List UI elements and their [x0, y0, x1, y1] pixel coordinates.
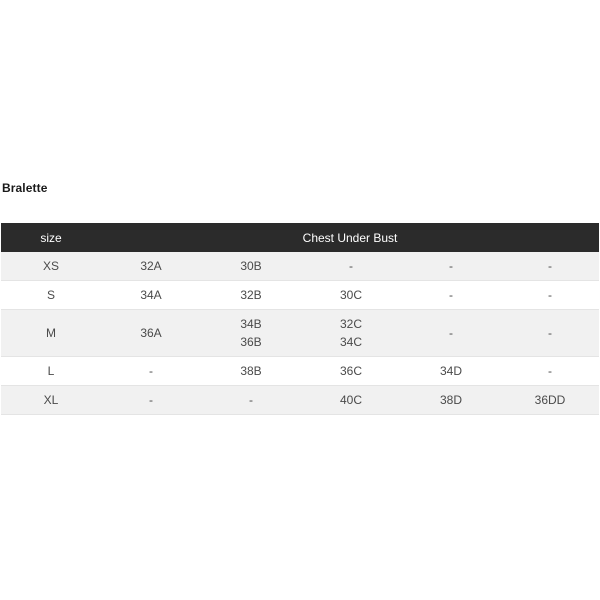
- table-row: [1, 281, 599, 310]
- chest-size-cell: [301, 310, 401, 357]
- size-cell: XS: [1, 252, 101, 281]
- cell-value: -: [149, 364, 153, 378]
- chest-size-cell: [101, 281, 201, 310]
- size-column-header: size: [1, 223, 101, 252]
- chest-size-cell: [101, 310, 201, 357]
- cell-value: 30B: [240, 259, 262, 273]
- chest-size-cell: [301, 357, 401, 386]
- cell-value: -: [249, 393, 253, 407]
- chest-size-cell: [301, 281, 401, 310]
- chest-size-cell: [401, 357, 501, 386]
- table-row: [1, 252, 599, 281]
- cell-value: -: [548, 326, 553, 340]
- chest-size-cell: [401, 281, 501, 310]
- table-body: [1, 252, 599, 415]
- cell-value: 32A: [140, 259, 162, 273]
- chest-size-cell: [501, 252, 599, 281]
- table-row: [1, 310, 599, 357]
- chest-size-cell: [301, 386, 401, 415]
- chest-size-cell: [401, 252, 501, 281]
- cell-value: -: [349, 259, 353, 273]
- cell-value: -: [548, 288, 553, 302]
- chest-size-cell: [101, 252, 201, 281]
- chest-size-cell: [201, 310, 301, 357]
- cell-value: -: [449, 259, 453, 273]
- cell-value: 34B: [240, 317, 262, 331]
- chest-size-cell: [401, 310, 501, 357]
- table-row: [1, 386, 599, 415]
- cell-value: 38B: [240, 364, 262, 378]
- cell-value: -: [548, 364, 553, 378]
- cell-value: 40C: [339, 393, 362, 407]
- cell-value: 36B: [240, 335, 262, 349]
- chest-size-cell: [101, 357, 201, 386]
- cell-value: 36DD: [534, 393, 566, 407]
- chest-size-cell: [101, 386, 201, 415]
- cell-value: 38D: [439, 393, 462, 407]
- page-title: Bralette: [2, 181, 48, 195]
- cell-value: 34C: [339, 335, 362, 349]
- cell-value: 34A: [140, 288, 162, 302]
- cell-value: -: [449, 326, 453, 340]
- chest-size-cell: [401, 386, 501, 415]
- table-header-row: [1, 223, 599, 252]
- cell-value: -: [449, 288, 453, 302]
- chest-size-cell: [201, 281, 301, 310]
- chest-size-cell: [301, 252, 401, 281]
- chest-size-cell: [501, 281, 599, 310]
- size-cell: XL: [1, 386, 101, 415]
- cell-value: 36A: [140, 326, 162, 340]
- cell-value: 32C: [339, 317, 362, 331]
- cell-value: -: [548, 259, 553, 273]
- cell-value: 32B: [240, 288, 262, 302]
- chest-under-bust-header: Chest Under Bust: [101, 223, 599, 252]
- chest-size-cell: [501, 386, 599, 415]
- table-row: [1, 357, 599, 386]
- chest-size-cell: [201, 386, 301, 415]
- cell-value: 30C: [339, 288, 362, 302]
- size-cell: S: [1, 281, 101, 310]
- chest-size-cell: [501, 310, 599, 357]
- chest-size-cell: [201, 252, 301, 281]
- chest-size-cell: [201, 357, 301, 386]
- size-cell: M: [1, 310, 101, 357]
- cell-value: -: [149, 393, 153, 407]
- size-chart-table: [1, 223, 599, 415]
- cell-value: 34D: [439, 364, 462, 378]
- size-cell: L: [1, 357, 101, 386]
- chest-size-cell: [501, 357, 599, 386]
- cell-value: 36C: [339, 364, 362, 378]
